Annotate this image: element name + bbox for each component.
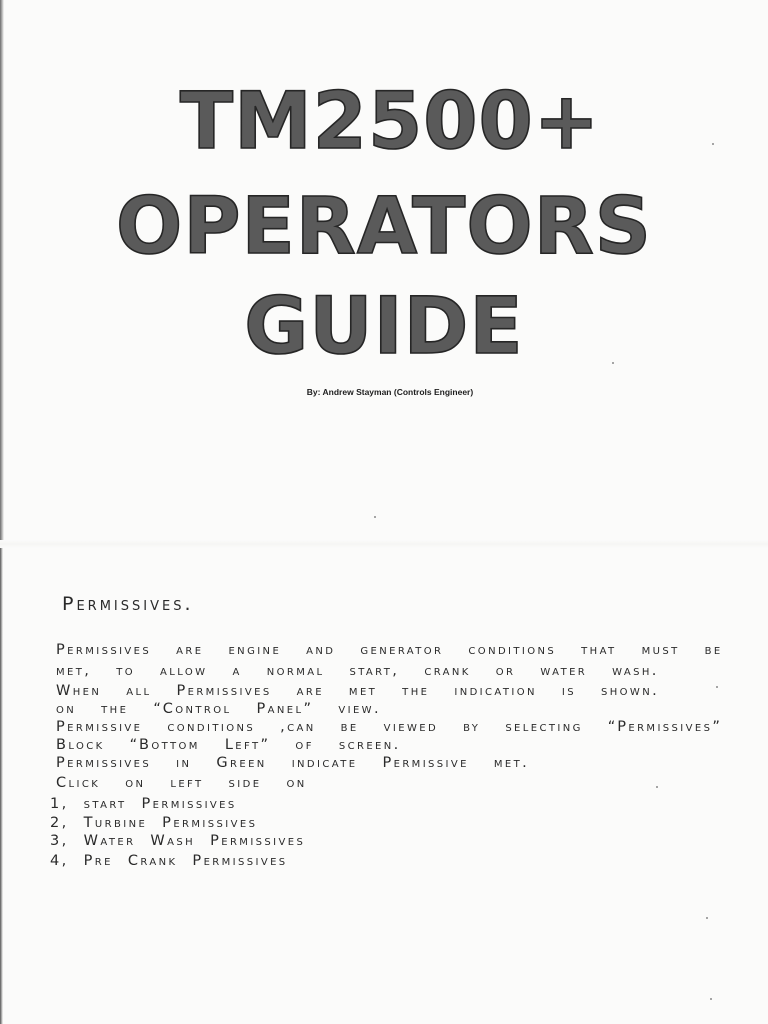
title-line-2: OPERATORS [116,182,652,272]
notes-list-item: 2, Turbine Permissives [50,815,258,831]
notes-list-item: 4, Pre Crank Permissives [50,853,288,869]
notes-line: Block “Bottom Left” of screen. [56,737,401,753]
scan-edge-top [0,0,4,540]
title-line-1: TM2500+ [179,77,601,167]
scan-edge-bottom [0,548,3,1024]
notes-line: on the “Control Panel” view. [56,701,381,717]
notes-line: Permissives in Green indicate Permissive met. [56,755,530,771]
notes-line: Permissive conditions ,can be viewed by selecting “Permissives” [56,719,723,735]
author-byline: By: Andrew Stayman (Controls Engineer) [306,387,474,397]
notes-list-item: 1, start Permissives [50,796,237,812]
notes-heading: Permissives. [62,593,194,615]
notes-line: Click on left side on [56,775,307,791]
title-line-3: GUIDE [244,282,524,372]
notes-line: When all Permissives are met the indication is shown. [56,683,660,699]
notes-list-item: 3, Water Wash Permissives [50,833,306,849]
notes-line: Permissives are engine and generator conditions that must be [56,642,723,658]
page-seam [0,540,768,548]
notes-line: met, to allow a normal start, crank or water wash. [56,663,659,679]
